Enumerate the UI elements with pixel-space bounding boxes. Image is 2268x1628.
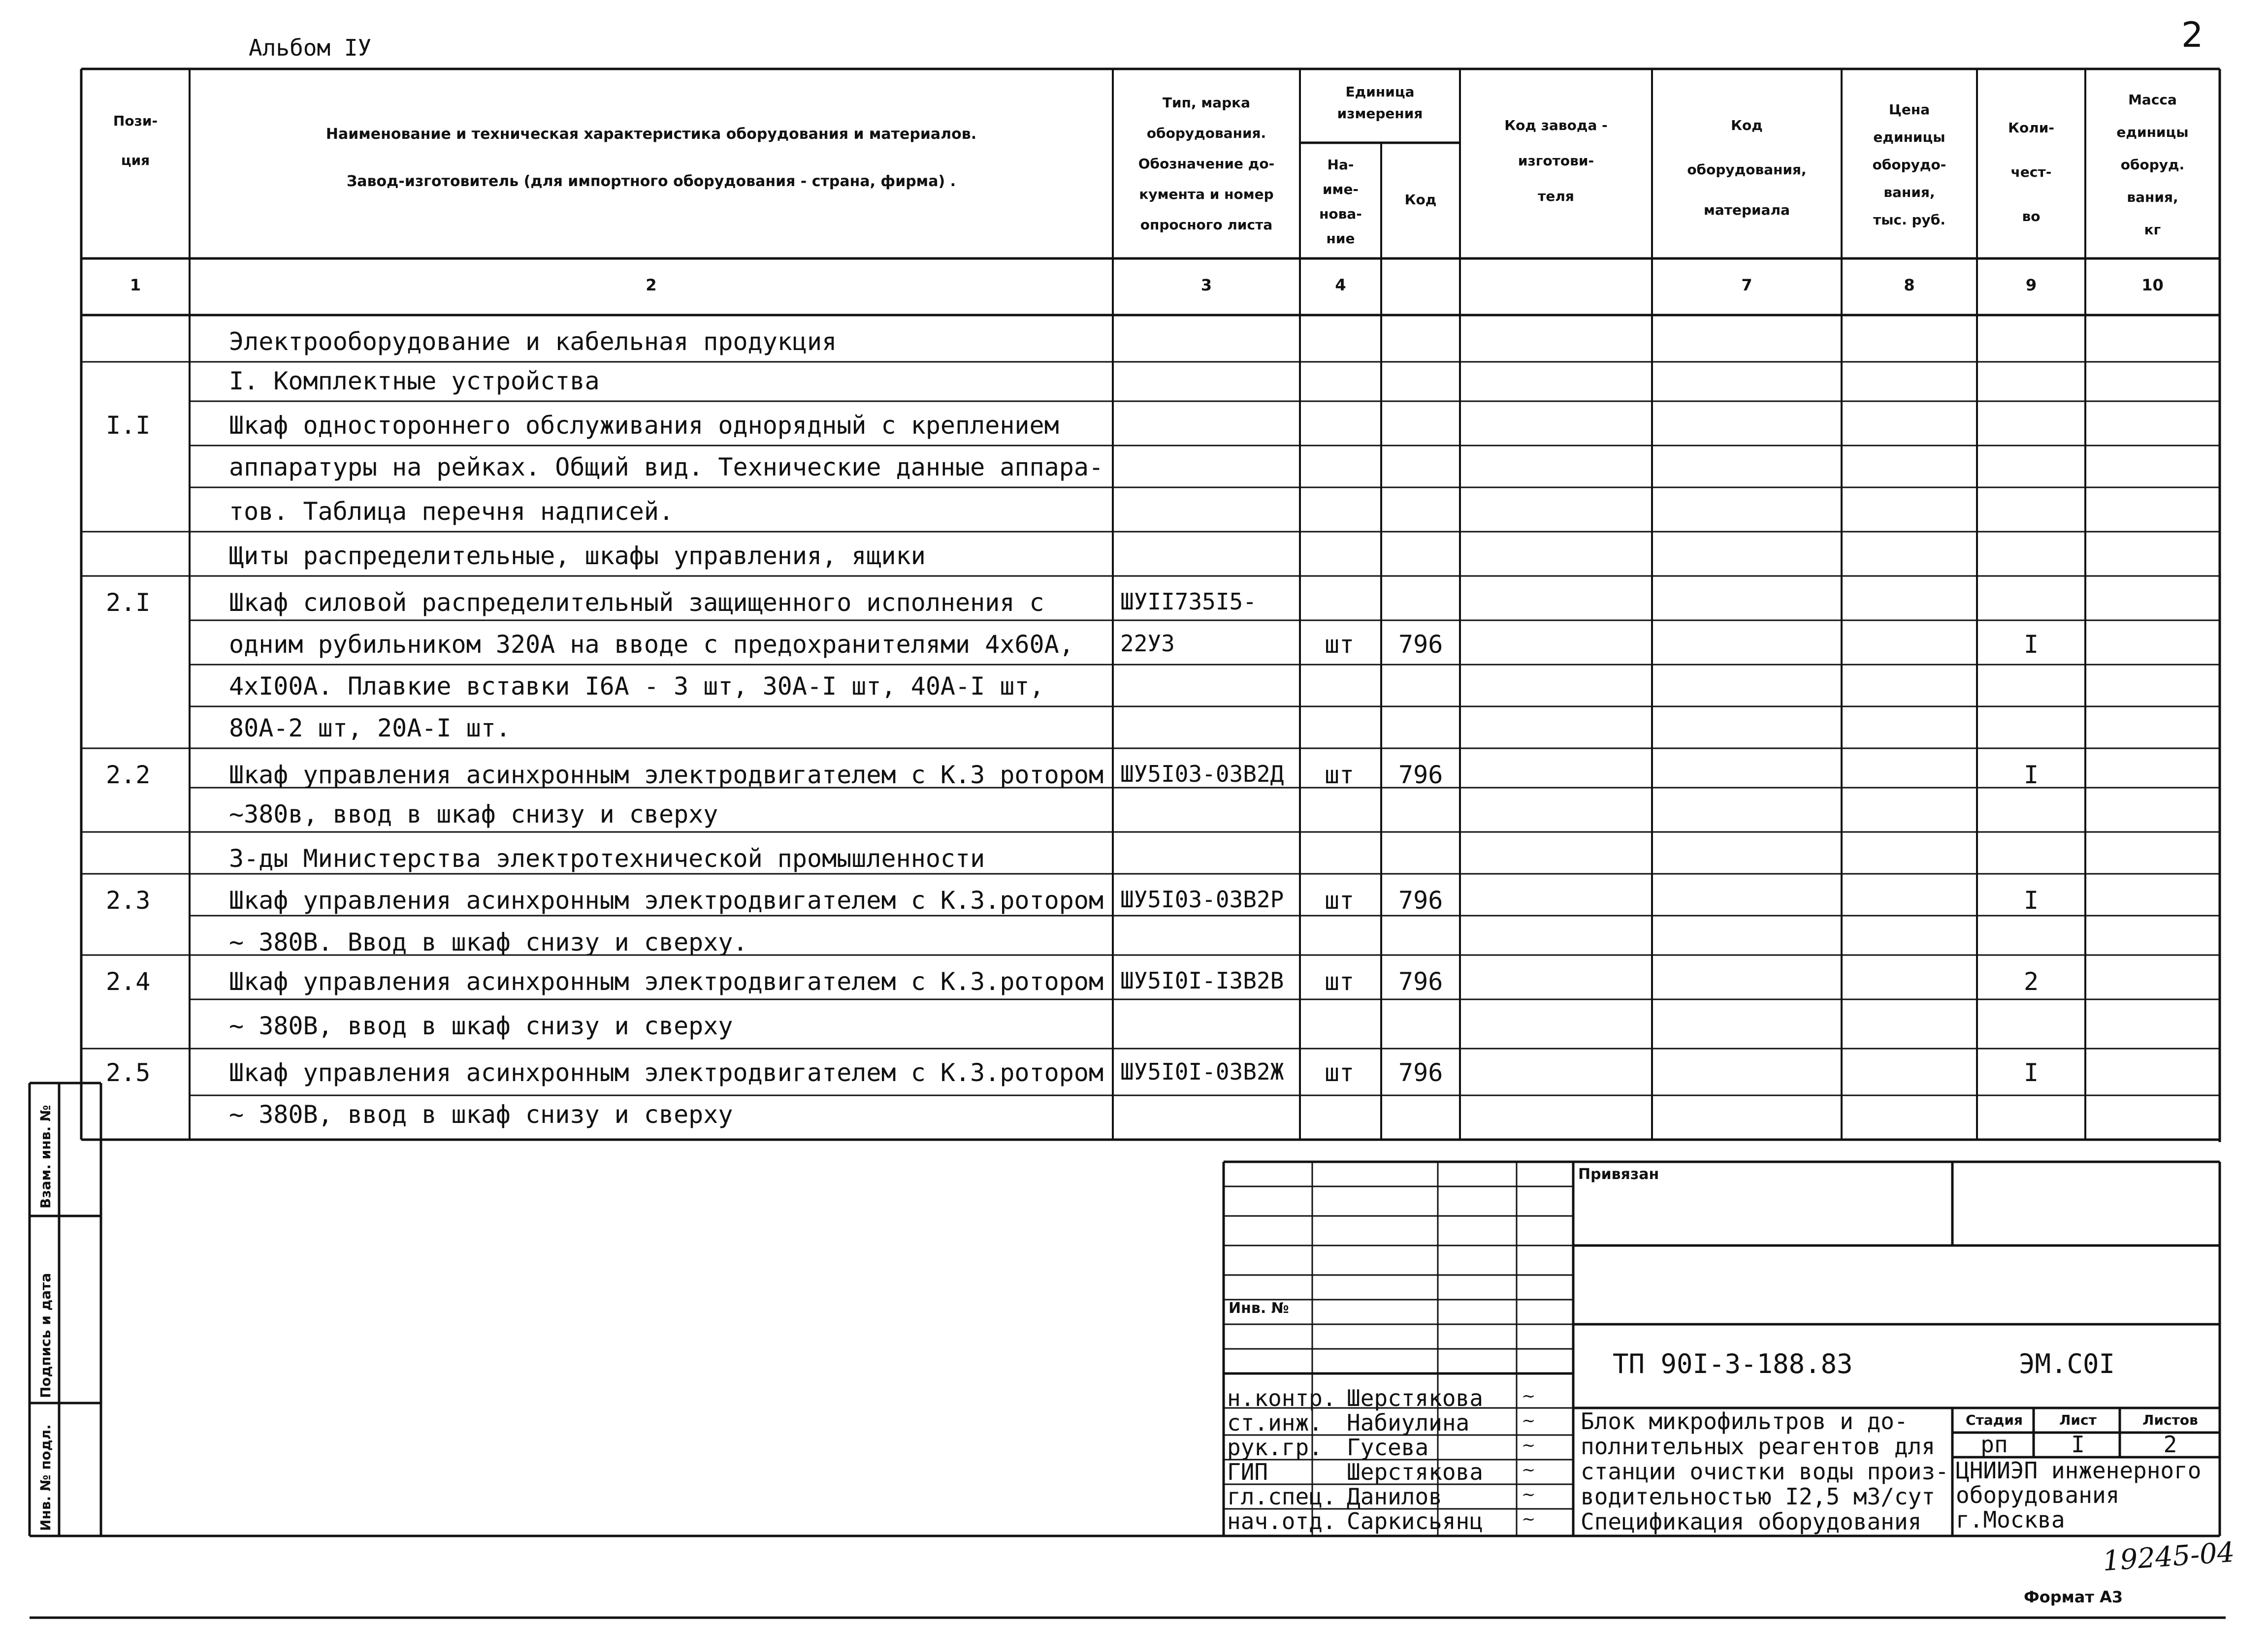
role-title: гл.спец. bbox=[1227, 1483, 1336, 1510]
column-number: 8 bbox=[1904, 276, 1915, 294]
row-unit: шт bbox=[1325, 886, 1355, 915]
header-position: Пози- ция bbox=[113, 113, 158, 168]
row-type: ШУ5I03-03В2Д bbox=[1120, 761, 1284, 787]
row-quantity: I bbox=[2024, 630, 2039, 659]
column-number: 10 bbox=[2141, 276, 2164, 294]
column-number: 7 bbox=[1741, 276, 1752, 294]
header-equipment-code: Код оборудования, материала bbox=[1687, 117, 1807, 218]
row-unit-code: 796 bbox=[1398, 1058, 1443, 1087]
sheet-corner-number: 2 bbox=[2181, 15, 2203, 55]
header-unit-code: Код bbox=[1404, 192, 1437, 208]
row-quantity: I bbox=[2024, 886, 2039, 915]
role-title: нач.отд. bbox=[1227, 1508, 1336, 1534]
header-unit-name: На- име- нова- ние bbox=[1319, 157, 1362, 247]
row-name: Шкаф управления асинхронным электродвигателем с К.З ротором bbox=[229, 761, 1104, 789]
stage-label: Стадия bbox=[1966, 1412, 2023, 1428]
row-name: Шкаф управления асинхронным электродвигателем с К.З.ротором bbox=[229, 1058, 1104, 1087]
album-label: Альбом IУ bbox=[249, 34, 372, 61]
row-name: Шкаф силовой распределительный защищенного исполнения с bbox=[229, 588, 1044, 617]
row-quantity: I bbox=[2024, 1058, 2039, 1087]
row-unit-code: 796 bbox=[1398, 967, 1443, 996]
side-stamp-signature-date: Подпись и дата bbox=[37, 1273, 54, 1398]
row-name: ~380в, ввод в шкаф снизу и сверху bbox=[229, 800, 718, 829]
row-type: ШУ5I0I-03В2Ж bbox=[1120, 1058, 1284, 1085]
organization: ЦНИИЭП инженерного оборудования г.Москва bbox=[1956, 1457, 2202, 1533]
row-name: Электрооборудование и кабельная продукция bbox=[229, 327, 837, 356]
row-name: аппаратуры на рейках. Общий вид. Технические данные аппара- bbox=[229, 453, 1104, 481]
row-name: Щиты распределительные, шкафы управления, ящики bbox=[229, 542, 926, 570]
role-name: Гусева bbox=[1347, 1434, 1429, 1461]
row-type: 22У3 bbox=[1120, 630, 1175, 657]
role-name: Набиулина bbox=[1347, 1409, 1470, 1436]
header-mass: Масса единицы оборуд. вания, кг bbox=[2116, 92, 2189, 238]
row-unit-code: 796 bbox=[1398, 886, 1443, 915]
header-type: Тип, марка оборудования. Обозначение до- кумента и номер опросного листа bbox=[1138, 95, 1275, 233]
role-title: ГИП bbox=[1227, 1459, 1268, 1485]
inv-no-label: Инв. № bbox=[1229, 1300, 1289, 1317]
role-title: ст.инж. bbox=[1227, 1409, 1323, 1436]
role-title: рук.гр. bbox=[1227, 1434, 1323, 1461]
sheets-value: 2 bbox=[2163, 1431, 2177, 1458]
row-unit-code: 796 bbox=[1398, 630, 1443, 659]
header-name: Наименование и техническая характеристика оборудования и материалов. Завод-изготовитель (для импортного оборудования - страна, фирма) . bbox=[325, 126, 977, 190]
sheets-label: Листов bbox=[2142, 1412, 2198, 1428]
row-unit: шт bbox=[1325, 1058, 1355, 1087]
column-number: 4 bbox=[1335, 276, 1346, 294]
row-name: Шкаф управления асинхронным электродвигателем с К.З.ротором bbox=[229, 886, 1104, 915]
column-number: 9 bbox=[2025, 276, 2037, 294]
row-name: Шкаф управления асинхронным электродвигателем с К.З.ротором bbox=[229, 967, 1104, 996]
side-stamp-replaced-inv: Взам. инв. № bbox=[37, 1105, 54, 1209]
signature-mark: ~ bbox=[1522, 1485, 1536, 1504]
row-quantity: 2 bbox=[2024, 967, 2039, 996]
row-name: З-ды Министерства электротехнической промышленности bbox=[229, 844, 985, 873]
row-name: I. Комплектные устройства bbox=[229, 367, 600, 395]
stage-value: рп bbox=[1980, 1431, 2008, 1458]
project-description: Блок микрофильтров и до- полнительных реагентов для станции очистки воды произ- водительностью I2,5 м3/сут Спецификация оборудования bbox=[1581, 1408, 1949, 1535]
sheet-label: Лист bbox=[2059, 1412, 2097, 1428]
row-position: 2.I bbox=[106, 588, 151, 617]
sheet-code: ЭМ.С0I bbox=[2019, 1348, 2115, 1379]
row-unit-code: 796 bbox=[1398, 761, 1443, 789]
row-name: ~ 380В. Ввод в шкаф снизу и сверху. bbox=[229, 928, 748, 957]
row-unit: шт bbox=[1325, 630, 1355, 659]
header-price: Цена единицы оборудо- вания, тыс. руб. bbox=[1872, 101, 1946, 228]
row-name: ~ 380В, ввод в шкаф снизу и сверху bbox=[229, 1100, 733, 1129]
role-name: Шерстякова bbox=[1347, 1459, 1483, 1485]
column-number: 3 bbox=[1200, 276, 1212, 294]
row-quantity: I bbox=[2024, 761, 2039, 789]
role-name: Саркисьянц bbox=[1347, 1508, 1483, 1534]
signature-mark: ~ bbox=[1522, 1436, 1536, 1455]
row-position: I.I bbox=[106, 411, 151, 440]
column-number: 1 bbox=[130, 276, 141, 294]
row-unit: шт bbox=[1325, 761, 1355, 789]
column-number: 2 bbox=[646, 276, 657, 294]
doc-code: ТП 90I-3-188.83 bbox=[1613, 1348, 1853, 1379]
archive-number: 19245-04 bbox=[2102, 1536, 2236, 1578]
row-name: 4хI00А. Плавкие вставки I6А - 3 шт, 30А-I шт, 40А-I шт, bbox=[229, 672, 1044, 701]
header-manufacturer-code: Код завода - изготови- теля bbox=[1504, 117, 1608, 204]
row-unit: шт bbox=[1325, 967, 1355, 996]
row-name: 80А-2 шт, 20А-I шт. bbox=[229, 714, 511, 742]
privyazan-label: Привязан bbox=[1578, 1166, 1659, 1183]
header-quantity: Коли- чест- во bbox=[2008, 120, 2054, 224]
row-position: 2.4 bbox=[106, 967, 151, 996]
row-name: тов. Таблица перечня надписей. bbox=[229, 497, 674, 526]
signature-mark: ~ bbox=[1522, 1509, 1536, 1529]
row-position: 2.2 bbox=[106, 761, 151, 789]
row-name: Шкаф одностороннего обслуживания однорядный с креплением bbox=[229, 411, 1059, 440]
row-type: ШУII735I5- bbox=[1120, 588, 1257, 615]
role-title: н.контр. bbox=[1227, 1385, 1336, 1411]
signature-mark: ~ bbox=[1522, 1386, 1536, 1406]
row-position: 2.3 bbox=[106, 886, 151, 915]
signature-mark: ~ bbox=[1522, 1411, 1536, 1431]
sheet-value: I bbox=[2071, 1431, 2085, 1458]
side-stamp-original-inv: Инв. № подл. bbox=[37, 1424, 54, 1531]
header-unit: Единица измерения bbox=[1337, 84, 1423, 122]
row-name: одним рубильником 320А на вводе с предохранителями 4х60А, bbox=[229, 630, 1074, 659]
role-name: Шерстякова bbox=[1347, 1385, 1483, 1411]
row-type: ШУ5I03-03В2Р bbox=[1120, 886, 1284, 913]
row-position: 2.5 bbox=[106, 1058, 151, 1087]
format-label: Формат А3 bbox=[2024, 1588, 2123, 1606]
row-type: ШУ5I0I-I3В2В bbox=[1120, 967, 1284, 994]
role-name: Данилов bbox=[1347, 1483, 1442, 1510]
signature-mark: ~ bbox=[1522, 1460, 1536, 1480]
row-name: ~ 380В, ввод в шкаф снизу и сверху bbox=[229, 1012, 733, 1040]
